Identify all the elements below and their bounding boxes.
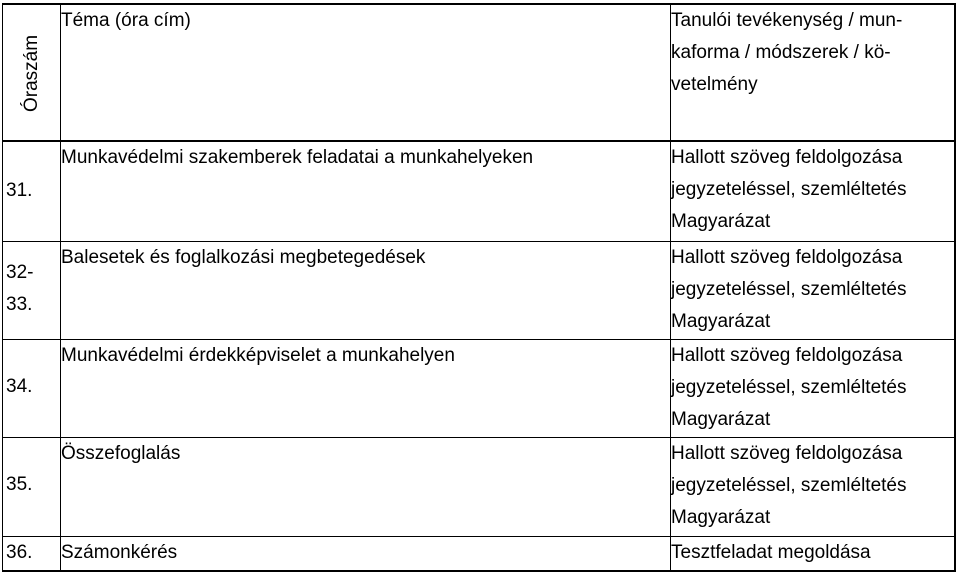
- activity-cell: [671, 242, 955, 340]
- table-row: [3, 537, 955, 572]
- activity-line: jegyzeteléssel, szemléltetés: [671, 279, 907, 300]
- lesson-number-cell: [3, 340, 61, 438]
- lesson-number-cell: [3, 242, 61, 340]
- lesson-number-cell: [3, 141, 61, 242]
- activity-line: jegyzeteléssel, szemléltetés: [671, 377, 907, 398]
- lesson-number-first-line: 32-: [6, 262, 34, 283]
- activity-line: jegyzeteléssel, szemléltetés: [671, 179, 907, 200]
- table-row: [3, 438, 955, 537]
- header-topic-label: Téma (óra cím): [61, 10, 191, 31]
- activity-line: Hallott szöveg feldolgozása: [671, 345, 903, 366]
- table-header-row: [3, 4, 955, 141]
- topic-cell: Munkavédelmi érdekképviselet a munkahelyen: [61, 340, 671, 438]
- activity-line: Magyarázat: [671, 507, 771, 528]
- lesson-number-cell: [3, 537, 61, 572]
- activity-cell: [671, 340, 955, 438]
- header-lesson-number: [3, 4, 61, 141]
- header-activity-line: kaforma / módszerek / kö-: [671, 42, 891, 63]
- lesson-number: 36.: [6, 542, 33, 563]
- header-activity: [671, 4, 955, 141]
- lesson-plan-table: [2, 3, 956, 572]
- activity-cell: [671, 141, 955, 242]
- lesson-number: 34.: [6, 376, 33, 397]
- topic-cell: Munkavédelmi szakemberek feladatai a munkahelyeken: [61, 141, 671, 242]
- table-row: [3, 340, 955, 438]
- topic-cell: Összefoglalás: [61, 438, 671, 537]
- lesson-number-second-line: 33.: [6, 294, 33, 315]
- activity-cell: [671, 438, 955, 537]
- activity-line: Magyarázat: [671, 409, 771, 430]
- header-activity-line: vetelmény: [671, 74, 758, 95]
- header-topic: [61, 4, 671, 141]
- activity-line: Tesztfeladat megoldása: [671, 542, 871, 563]
- topic-cell: Balesetek és foglalkozási megbetegedések: [61, 242, 671, 340]
- activity-line: Magyarázat: [671, 211, 771, 232]
- activity-cell: [671, 537, 955, 572]
- activity-line: jegyzeteléssel, szemléltetés: [671, 475, 907, 496]
- topic-cell: Számonkérés: [61, 537, 671, 572]
- lesson-number: 31.: [6, 180, 33, 201]
- activity-line: Hallott szöveg feldolgozása: [671, 147, 903, 168]
- header-lesson-number-label: Óraszám: [20, 34, 42, 112]
- header-activity-line: Tanulói tevékenység / mun-: [671, 10, 903, 31]
- activity-line: Magyarázat: [671, 311, 771, 332]
- activity-line: Hallott szöveg feldolgozása: [671, 443, 903, 464]
- activity-line: Hallott szöveg feldolgozása: [671, 247, 903, 268]
- lesson-number: 35.: [6, 474, 33, 495]
- table-row: [3, 242, 955, 340]
- table-row: [3, 141, 955, 242]
- lesson-number-cell: [3, 438, 61, 537]
